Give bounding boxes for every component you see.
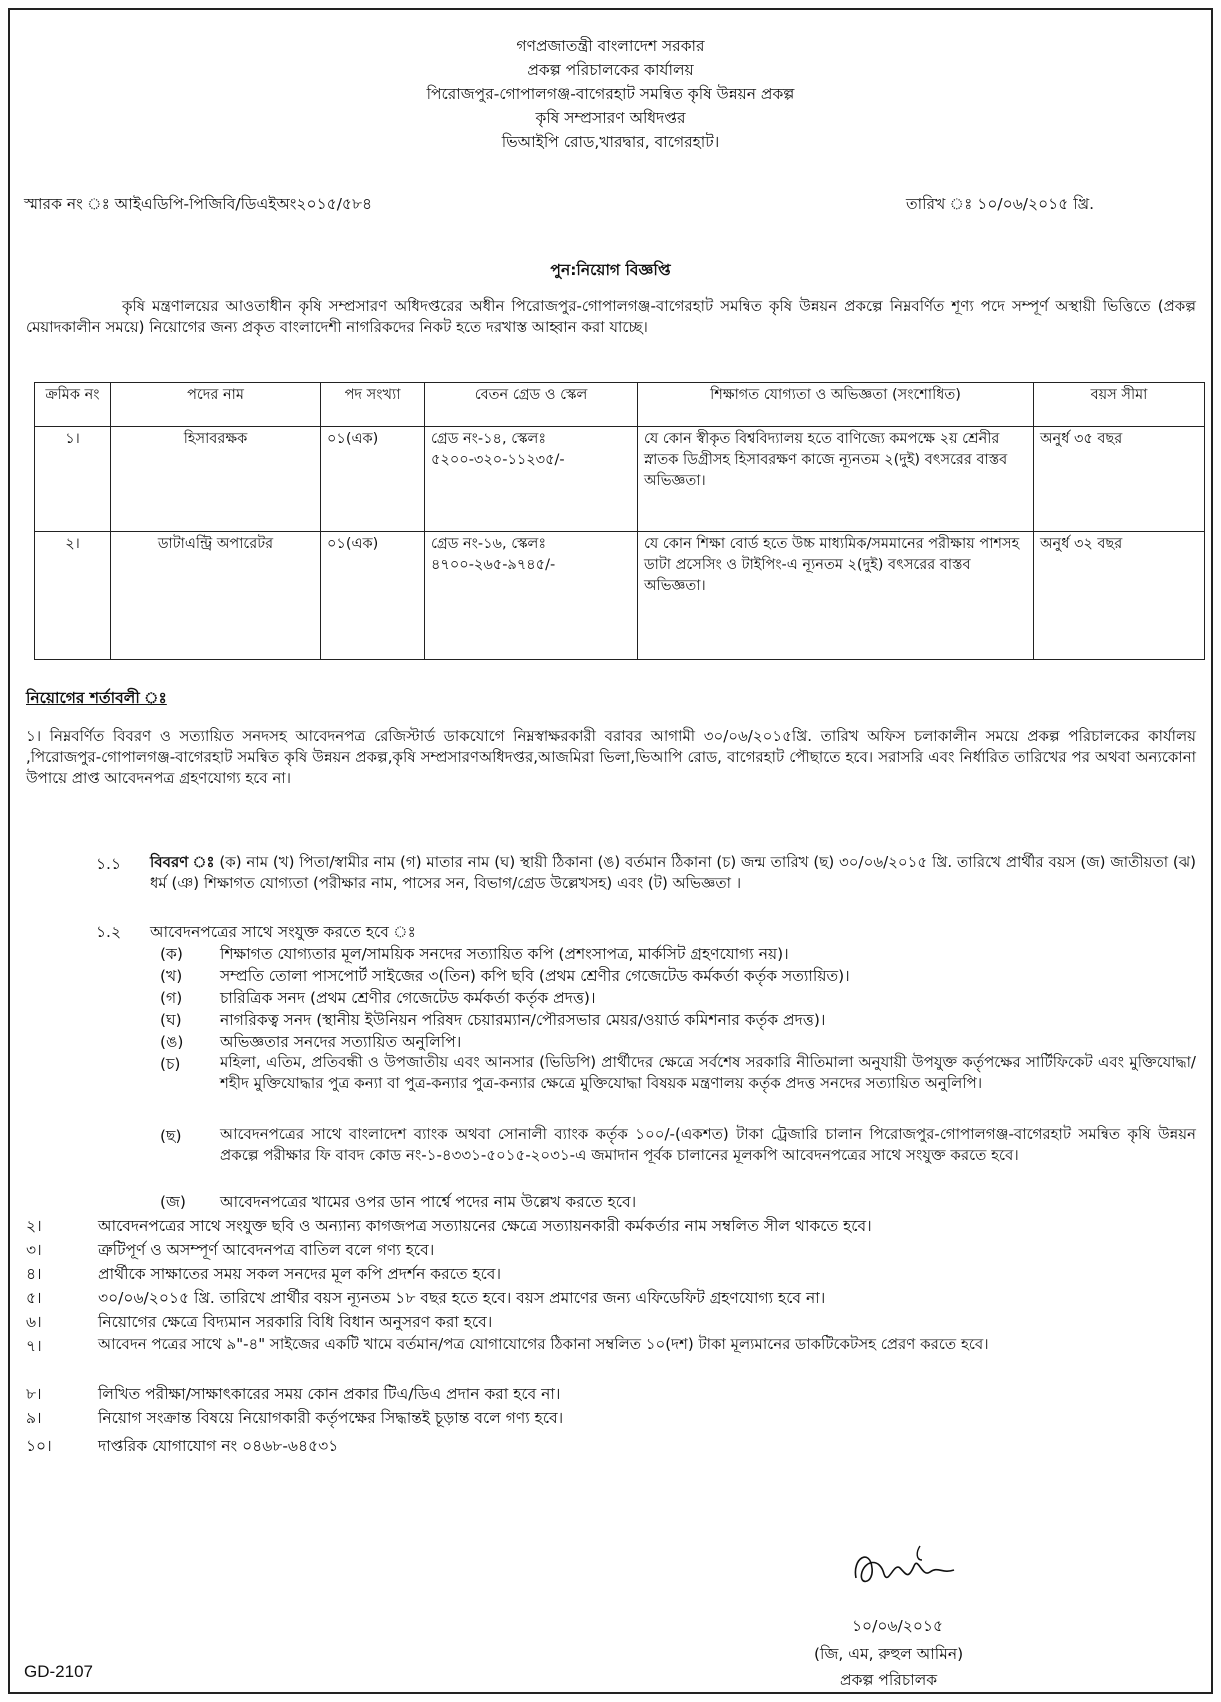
notice-title: পুন:নিয়োগ বিজ্ঞপ্তি: [550, 261, 671, 279]
row-post: হিসাবরক্ষক: [111, 427, 321, 531]
sub-label: (ঘ): [160, 1011, 182, 1029]
col-serial: ক্রমিক নং: [35, 383, 111, 427]
item-number: ২।: [26, 1217, 42, 1235]
row-age: অনুর্ধ ৩২ বছর: [1034, 531, 1205, 659]
condition-1-2-number: ১.২: [96, 923, 122, 941]
header-department: কৃষি সম্প্রসারণ অধিদপ্তর: [535, 109, 686, 127]
sub-text: আবেদনপত্রের খামের ওপর ডান পার্শ্বে পদের নাম উল্লেখ করতে হবে।: [220, 1193, 637, 1211]
sub-label: (খ): [160, 967, 183, 985]
sub-label: (ক): [160, 945, 183, 963]
item-text: আবেদনপত্রের সাথে সংযুক্ত ছবি ও অন্যান্য কাগজপত্র সত্যায়নের ক্ষেত্রে সত্যায়নকারী কর্মকর্তার নাম সম্বলিত সীল থাকতে হবে।: [98, 1217, 872, 1235]
sub-label: (গ): [160, 989, 183, 1007]
condition-1-1: [150, 852, 1196, 894]
sub-text: আবেদনপত্রের সাথে বাংলাদেশ ব্যাংক অথবা সোনালী ব্যাংক কর্তৃক ১০০/-(একশত) টাকা ট্রেজারি চালান পিরোজপুর-গোপালগঞ্জ-বাগেরহাট সমন্বিত কৃষি উন্নয়ন প্রকল্পে পরীক্ষার ফি বাবদ কোড নং-১-৪৩৩১-৫০১৫-২০৩১-এ জমাদান পূর্বক চালানের মূলকপি আবেদনপত্রের সাথে সংযুক্ত করতে হবে।: [220, 1125, 1196, 1164]
item-number: ৬।: [26, 1313, 42, 1331]
details-text: (ক) নাম (খ) পিতা/স্বামীর নাম (গ) মাতার নাম (ঘ) স্থায়ী ঠিকানা (ঙ) বর্তমান ঠিকানা (চ) জন্ম তারিখ (ছ) ৩০/০৬/২০১৫ খ্রি. তারিখে প্রার্থীর বয়স (জ) জাতীয়তা (ঝ) ধর্ম (ঞ) শিক্ষাগত যোগ্যতা (পরীক্ষার নাম, পাসের সন, বিভাগ/গ্রেড উল্লেখসহ) এবং (ট) অভিজ্ঞতা ।: [150, 853, 1196, 892]
item-number: ৭।: [26, 1337, 42, 1355]
col-count: পদ সংখ্যা: [321, 383, 425, 427]
header-address: ভিআইপি রোড,খারদ্বার, বাগেরহাট।: [501, 133, 720, 151]
item-text: দাপ্তরিক যোগাযোগ নং ০৪৬৮-৬৪৫৩১: [98, 1437, 339, 1455]
item-number: ৪।: [26, 1265, 42, 1283]
signature-date: ১০/০৬/২০১৫: [852, 1617, 944, 1635]
gd-code: GD-2107: [24, 1662, 93, 1681]
sub-text: শিক্ষাগত যোগ্যতার মূল/সাময়িক সনদের সত্যায়িত কপি (প্রশংসাপত্র, মার্কসিট গ্রহণযোগ্য নয়)।: [220, 945, 789, 963]
sub-label: (চ): [160, 1055, 181, 1073]
item-text: প্রার্থীকে সাক্ষাতের সময় সকল সনদের মূল কপি প্রদর্শন করতে হবে।: [98, 1265, 501, 1283]
sub-text: নাগরিকত্ব সনদ (স্থানীয় ইউনিয়ন পরিষদ চেয়ারম্যান/পৌরসভার মেয়র/ওয়ার্ড কমিশনার কর্তৃক প্রদত্ত)।: [220, 1011, 826, 1029]
condition-1-2: আবেদনপত্রের সাথে সংযুক্ত করতে হবে ঃ: [150, 923, 416, 941]
notice-page: [8, 8, 1213, 1694]
col-age: বয়স সীমা: [1034, 383, 1205, 427]
item-text: নিয়োগ সংক্রান্ত বিষয়ে নিয়োগকারী কর্তৃপক্ষের সিদ্ধান্তই চূড়ান্ত বলে গণ্য হবে।: [98, 1409, 564, 1427]
sub-label: (ঙ): [160, 1033, 184, 1051]
row-serial: ১।: [35, 427, 111, 531]
memo-reference: স্মারক নং ঃ আইএডিপি-পিজিবি/ডিএইঅং২০১৫/৫৮৪: [24, 195, 373, 213]
table-header-row: [35, 383, 1205, 427]
item-text: লিখিত পরীক্ষা/সাক্ষাৎকারের সময় কোন প্রকার টিএ/ডিএ প্রদান করা হবে না।: [98, 1385, 561, 1403]
sub-label: (জ): [160, 1193, 186, 1211]
condition-1: ১। নিম্নবর্ণিত বিবরণ ও সত্যায়িত সনদসহ আবেদনপত্র রেজিস্টার্ড ডাকযোগে নিম্নস্বাক্ষরকারী বরাবর আগামী ৩০/০৬/২০১৫খ্রি. তারিখ অফিস চলাকালীন সময়ে প্রকল্প পরিচালকের কার্যালয় ,পিরোজপুর-গোপালগঞ্জ-বাগেরহাট সমন্বিত কৃষি উন্নয়ন প্রকল্প,কৃষি সম্প্রসারণঅধিদপ্তর,আজমিরা ভিলা,ভিআপি রোড, বাগেরহাট পৌছাতে হবে। সরাসরি এবং নির্ধারিত তারিখের পর অথবা অন্যকোনা উপায়ে প্রাপ্ত আবেদনপত্র গ্রহণযোগ্য হবে না।: [26, 727, 1196, 787]
memo-date: তারিখ ঃ ১০/০৬/২০১৫ খ্রি.: [906, 195, 1095, 213]
item-number: ৫।: [26, 1289, 42, 1307]
header-project: পিরোজপুর-গোপালগঞ্জ-বাগেরহাট সমন্বিত কৃষি উন্নয়ন প্রকল্প: [426, 85, 795, 103]
sub-text: মহিলা, এতিম, প্রতিবন্ধী ও উপজাতীয় এবং আনসার (ভিডিপি) প্রার্থীদের ক্ষেত্রে সর্বশেষ সরকারি নীতিমালা অনুযায়ী উপযুক্ত কর্তৃপক্ষের সার্টিফিকেট এবং মুক্তিযোদ্ধা/শহীদ মুক্তিযোদ্ধার পুত্র কন্যা বা পুত্র-কন্যার পুত্র-কন্যার ক্ষেত্রে মুক্তিযোদ্ধা বিষয়ক মন্ত্রণালয় কর্তৃক প্রদত্ত সনদের সত্যায়িত অনুলিপি।: [220, 1053, 1196, 1092]
row-scale: গ্রেড নং-১৪, স্কেলঃ ৫২০০-৩২০-১১২৩৫/-: [425, 427, 638, 531]
col-post: পদের নাম: [111, 383, 321, 427]
sub-text: অভিজ্ঞতার সনদের সত্যায়িত অনুলিপি।: [220, 1033, 462, 1051]
intro-paragraph: কৃষি মন্ত্রণালয়ের আওতাধীন কৃষি সম্প্রসারণ অধিদপ্তরের অধীন পিরোজপুর-গোপালগঞ্জ-বাগেরহাট সমন্বিত কৃষি উন্নয়ন প্রকল্পে নিম্নবর্ণিত শূণ্য পদে সম্পূর্ণ অস্থায়ী ভিত্তিতে (প্রকল্প মেয়াদকালীন সময়ে) নিয়োগের জন্য প্রকৃত বাংলাদেশী নাগরিকদের নিকট হতে দরখাস্ত আহ্বান করা যাচ্ছে।: [26, 297, 1196, 336]
details-label: বিবরণ ঃ: [150, 853, 215, 871]
condition-1-1-number: ১.১: [96, 855, 122, 873]
item-number: ৩।: [26, 1241, 42, 1259]
sub-label: (ছ): [160, 1127, 182, 1145]
item-text: আবেদন পত্রের সাথে ৯"-৪" সাইজের একটি খামে বর্তমান/পত্র যোগাযোগের ঠিকানা সম্বলিত ১০(দশ) টাকা মূল্যমানের ডাকটিকেটসহ প্রেরণ করতে হবে।: [98, 1335, 989, 1353]
col-scale: বেতন গ্রেড ও স্কেল: [425, 383, 638, 427]
row-serial: ২।: [35, 531, 111, 659]
signatory-name: (জি, এম, রুহুল আমিন): [814, 1645, 964, 1663]
table-row: [35, 531, 1205, 659]
row-post: ডাটাএন্ট্রি অপারেটর: [111, 531, 321, 659]
row-scale: গ্রেড নং-১৬, স্কেলঃ ৪৭০০-২৬৫-৯৭৪৫/-: [425, 531, 638, 659]
row-count: ০১(এক): [321, 427, 425, 531]
signatory-designation: প্রকল্প পরিচালক: [840, 1671, 938, 1689]
row-age: অনুর্ধ ৩৫ বছর: [1034, 427, 1205, 531]
header-govt: গণপ্রজাতন্ত্রী বাংলাদেশ সরকার: [516, 37, 705, 55]
header-office: প্রকল্প পরিচালকের কার্যালয়: [527, 61, 694, 79]
sub-text: সম্প্রতি তোলা পাসপোর্ট সাইজের ৩(তিন) কপি ছবি (প্রথম শ্রেণীর গেজেটেড কর্মকর্তা কর্তৃক সত্যায়িত)।: [220, 967, 850, 985]
col-qualification: শিক্ষাগত যোগ্যতা ও অভিজ্ঞতা (সংশোধিত): [638, 383, 1034, 427]
row-qualification: যে কোন স্বীকৃত বিশ্ববিদ্যালয় হতে বাণিজ্যে কমপক্ষে ২য় শ্রেনীর স্নাতক ডিগ্রীসহ হিসাবরক্ষণ কাজে ন্যূনতম ২(দুই) বৎসরের বাস্তব অভিজ্ঞতা।: [638, 427, 1034, 531]
sub-text: চারিত্রিক সনদ (প্রথম শ্রেণীর গেজেটেড কর্মকর্তা কর্তৃক প্রদত্ত)।: [220, 989, 596, 1007]
item-text: ত্রুটিপূর্ণ ও অসম্পূর্ণ আবেদনপত্র বাতিল বলে গণ্য হবে।: [98, 1241, 435, 1259]
item-number: ৮।: [26, 1385, 42, 1403]
row-qualification: যে কোন শিক্ষা বোর্ড হতে উচ্চ মাধ্যমিক/সমমানের পরীক্ষায় পাশসহ ডাটা প্রসেসিং ও টাইপিং-এ ন্যূনতম ২(দুই) বৎসরের বাস্তব অভিজ্ঞতা।: [638, 531, 1034, 659]
item-number: ৯।: [26, 1409, 42, 1427]
item-text: নিয়োগের ক্ষেত্রে বিদ্যমান সরকারি বিধি বিধান অনুসরণ করা হবে।: [98, 1313, 493, 1331]
row-count: ০১(এক): [321, 531, 425, 659]
table-row: [35, 427, 1205, 531]
signature-scribble: [850, 1538, 960, 1598]
posts-table: [34, 382, 1205, 660]
item-number: ১০।: [26, 1437, 52, 1455]
item-text: ৩০/০৬/২০১৫ খ্রি. তারিখে প্রার্থীর বয়স ন্যূনতম ১৮ বছর হতে হবে। বয়স প্রমাণের জন্য এফিডেফিট গ্রহণযোগ্য হবে না।: [98, 1289, 826, 1307]
conditions-heading: নিয়োগের শর্তাবলী ঃ: [26, 689, 167, 707]
